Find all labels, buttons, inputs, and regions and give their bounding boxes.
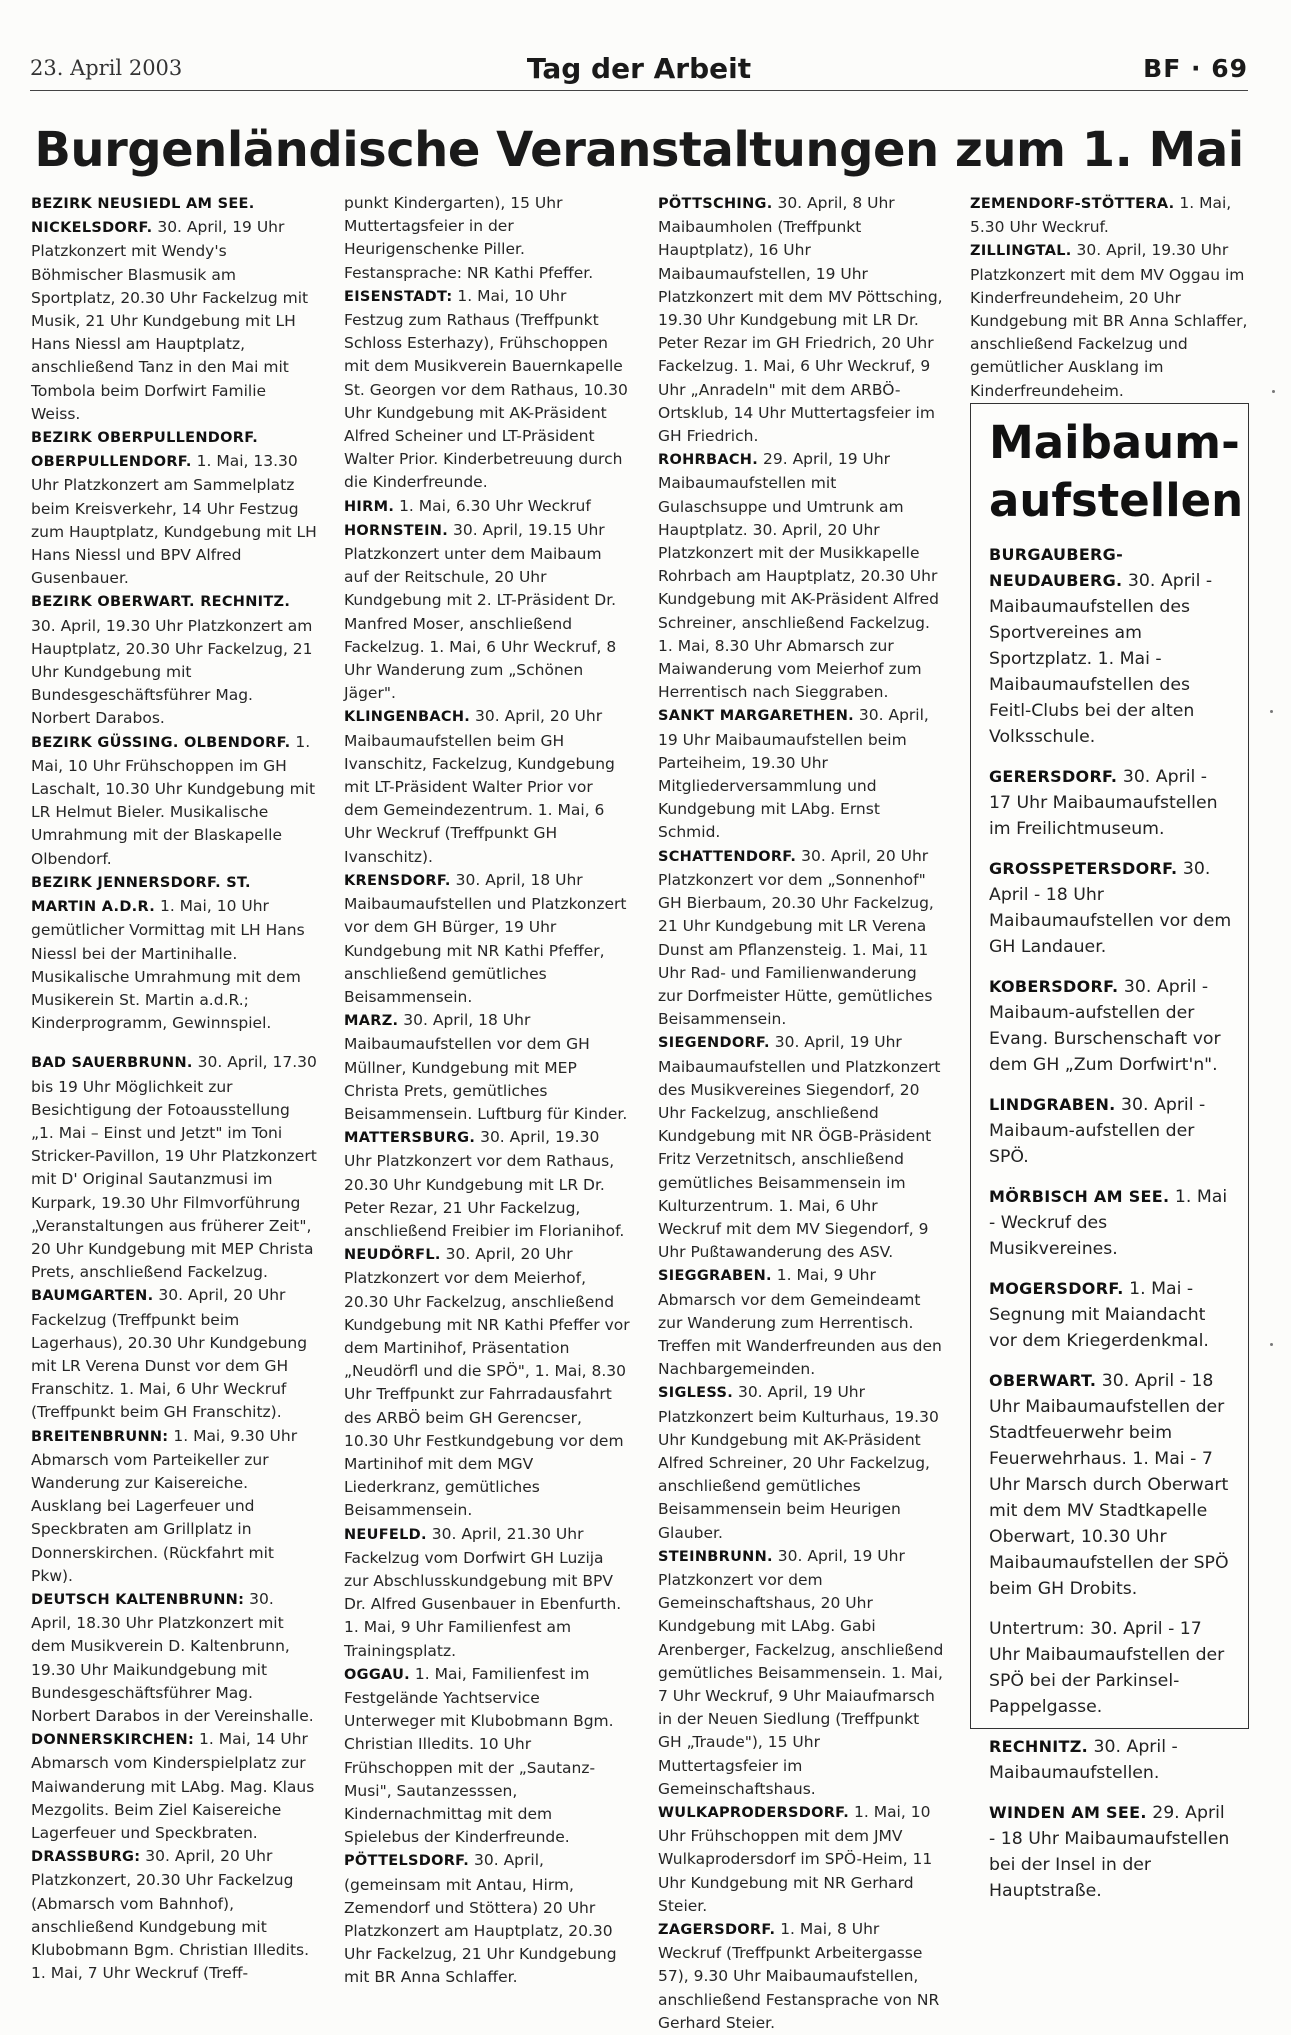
event-details: 1. Mai, 8 Uhr Weckruf (Treffpunkt Arbeitergasse 57), 9.30 Uhr Maibaumaufstellen, anschließend Festansprache von NR Gerhard Steier. [658, 1920, 940, 2032]
text-column-1 [31, 192, 317, 1985]
event-details: 30. April, 17.30 bis 19 Uhr Möglichkeit zur Besichtigung der Fotoausstellung „1. Mai – Einst und Jetzt" im Toni Stricker-Pavillon, 19 Uhr Platzkonzert mit D' Original Sautanzmusi im Kurpark, 19.30 Uhr Filmvorführung „Veranstaltungen aus früherer Zeit", 20 Uhr Kundgebung mit MEP Christa Prets, anschließend Fackelzug. [31, 1053, 317, 1282]
event-location: NEUDÖRFL. [344, 1247, 441, 1264]
event-details: 30. April, 8 Uhr Maibaumholen (Treffpunkt Hauptplatz), 16 Uhr Maibaumaufstellen, 19 Uhr Platzkonzert mit dem MV Pöttsching, 19.30 Uhr Kundgebung mit LR Dr. Peter Rezar im GH Friedrich, 20 Uhr Fackelzug. 1. Mai, 6 Uhr Weckruf, 9 Uhr „Anradeln" mit dem ARBÖ-Ortsklub, 14 Uhr Muttertagsfeier im GH Friedrich. [658, 194, 943, 446]
event-entry [31, 590, 317, 730]
event-details: 29. April - 18 Uhr Maibaumaufstellen bei der Insel in der Hauptstraße. [989, 1803, 1230, 1901]
event-location: MÖRBISCH AM SEE. [989, 1187, 1170, 1206]
event-details: 1. Mai, 5.30 Uhr Weckruf. [970, 194, 1232, 237]
event-entry [31, 1588, 317, 1728]
event-entry [989, 1800, 1234, 1904]
event-entry [989, 542, 1234, 750]
event-details: 30. April, 19.30 Uhr Platzkonzert vor dem Rathaus, 20.30 Uhr Kundgebung mit LR Dr. Peter Rezar, 21 Uhr Fackelzug, anschließend Freibier im Florianihof. [344, 1128, 625, 1240]
scan-speck [1272, 390, 1275, 393]
event-location: ZILLINGTAL. [970, 243, 1072, 260]
event-entry [658, 1381, 944, 1544]
event-details: 30. April, 20 Uhr Fackelzug (Treffpunkt beim Lagerhaus), 20.30 Uhr Kundgebung mit LR Verena Dunst vor dem GH Franschitz. 1. Mai, 6 Uhr Weckruf (Treffpunkt beim GH Franschitz). [31, 1286, 308, 1422]
event-location: PÖTTELSDORF. [344, 1853, 470, 1870]
event-entry [989, 1276, 1234, 1354]
event-entry [344, 519, 630, 706]
event-details: 1. Mai, 10 Uhr gemütlicher Vormittag mit LH Hans Niessl bei der Martinihalle. Musikalische Umrahmung mit dem Musikerein St. Martin a.d.R.; Kinderprogramm, Gewinnspiel. [31, 897, 305, 1033]
event-details: 30. April, 19 Uhr Platzkonzert mit Wendy's Böhmischer Blasmusik am Sportplatz, 20.30 Uhr Fackelzug mit Musik, 21 Uhr Kundgebung mit LH Hans Niessl am Hauptplatz, anschließend Tanz in den Mai mit Tombola beim Dorfwirt Familie Weiss. [31, 218, 309, 423]
event-details: 30. April, 20 Uhr Platzkonzert, 20.30 Uhr Fackelzug (Abmarsch vom Bahnhof), anschließend Kundgebung mit Klubobmann Bgm. Christian Illedits. 1. Mai, 7 Uhr Weckruf (Treff- [31, 1847, 310, 1983]
event-entry [31, 871, 317, 1035]
event-location: SIEGGRABEN. [658, 1268, 772, 1285]
event-entry [658, 192, 944, 448]
event-entry [989, 1184, 1234, 1262]
event-entry [658, 704, 944, 844]
event-details: 30. April, 19.15 Uhr Platzkonzert unter dem Maibaum auf der Reitschule, 20 Uhr Kundgebung mit 2. LT-Präsident Dr. Manfred Moser, anschließend Fackelzug. 1. Mai, 6 Uhr Weckruf, 8 Uhr Wanderung zum „Schönen Jäger". [344, 520, 617, 703]
event-entry [31, 192, 317, 426]
event-entry [970, 239, 1252, 402]
issue-date: 23. April 2003 [30, 56, 183, 80]
event-details: 30. April - Maibaumaufstellen. [989, 1737, 1178, 1783]
event-entry [31, 1051, 317, 1284]
event-details: Untertrum: 30. April - 17 Uhr Maibaumaufstellen der SPÖ bei der Parkinsel-Pappelgasse. [989, 1619, 1225, 1717]
event-entry [658, 1801, 944, 1918]
event-details: 29. April, 19 Uhr Maibaumaufstellen mit Gulaschsuppe und Umtrunk am Hauptplatz. 30. April, 20 Uhr Platzkonzert mit der Musikkapelle Rohrbach am Hauptplatz, 20.30 Uhr Kundgebung mit AK-Präsident Alfred Schreiner, anschließend Fackelzug. 1. Mai, 8.30 Uhr Abmarsch zur Maiwanderung vom Meierhof zum Herrentisch nach Sieggraben. [658, 450, 939, 702]
event-entry [344, 705, 630, 868]
event-entry [344, 192, 630, 285]
event-location: PÖTTSCHING. [658, 196, 773, 212]
event-location: HORNSTEIN. [344, 522, 449, 539]
page-header [30, 50, 1248, 91]
event-details: 30. April, 20 Uhr Maibaumaufstellen beim GH Ivanschitz, Fackelzug, Kundgebung mit LT-Präsident Walter Prior vor dem Gemeindezentrum. 1. Mai, 6 Uhr Weckruf (Treffpunkt GH Ivanschitz). [344, 707, 615, 866]
event-details: 30. April, 18.30 Uhr Platzkonzert mit dem Musikverein D. Kaltenbrunn, 19.30 Uhr Maikundgebung mit Bundesgeschäftsführer Mag. Norbert Darabos in der Vereinshalle. [31, 1589, 314, 1725]
event-location: OBERWART. [989, 1371, 1097, 1390]
event-details: 1. Mai, 10 Uhr Frühschoppen im GH Laschalt, 10.30 Uhr Kundgebung mit LR Helmut Bieler. Musikalische Umrahmung mit der Blaskapelle Olbendorf. [31, 732, 316, 868]
event-location: BEZIRK JENNERSDORF. ST. MARTIN A.D.R. [31, 874, 251, 916]
event-entry [989, 764, 1234, 842]
event-location: BURGAUBERG-NEUDAUBERG. [989, 545, 1124, 590]
event-details: 30. April - 18 Uhr Maibaumaufstellen der Stadtfeuerwehr beim Feuerwehrhaus. 1. Mai - 7 Uhr Marsch durch Oberwart mit dem MV Stadtkapelle Oberwart, 10.30 Uhr Maibaumaufstellen der SPÖ beim GH Drobits. [989, 1371, 1229, 1599]
event-details: 30. April - Maibaum-aufstellen der Evang. Burschenschaft vor dem GH „Zum Dorfwirt'n". [989, 977, 1221, 1075]
event-entry [344, 1849, 630, 1989]
event-location: BAUMGARTEN. [31, 1288, 154, 1305]
section-title: Tag der Arbeit [526, 52, 752, 85]
event-entry [989, 974, 1234, 1078]
info-box-title: Maibaum-aufstellen [989, 416, 1244, 527]
event-entry [31, 1845, 317, 1985]
event-entry [989, 1616, 1234, 1720]
event-location: BEZIRK NEUSIEDL AM SEE. NICKELSDORF. [31, 196, 255, 237]
event-details: 1. Mai, 14 Uhr Abmarsch vom Kinderspielplatz zur Maiwanderung mit LAbg. Mag. Klaus Mezgolits. Beim Ziel Kaisereiche Lagerfeuer und Speckbraten. [31, 1730, 315, 1843]
event-details: 30. April, 20 Uhr Platzkonzert vor dem Meierhof, 20.30 Uhr Fackelzug, anschließend Kundgebung mit NR Kathi Pfeffer vor dem Martinihof, Präsentation „Neudörfl und die SPÖ", 1. Mai, 8.30 Uhr Treffpunkt zur Fahrradausfahrt des ARBÖ beim GH Gerencser, 10.30 Uhr Festkundgebung vor dem Martinihof mit dem MGV Liederkranz, gemütliches Beisammensein. [344, 1245, 630, 1520]
event-details: 30. April, 19.30 Uhr Platzkonzert am Hauptplatz, 20.30 Uhr Fackelzug, 21 Uhr Kundgebung mit Bundesgeschäftsführer Mag. Norbert Darabos. [31, 616, 313, 728]
event-location: MOGERSDORF. [989, 1279, 1124, 1298]
event-location: SANKT MARGARETHEN. [658, 708, 854, 725]
event-location: NEUFELD. [344, 1526, 427, 1543]
event-details: 30. April, 20 Uhr Platzkonzert vor dem „Sonnenhof" GH Bierbaum, 20.30 Uhr Fackelzug, 21 Uhr Kundgebung mit LR Verena Dunst am Pflanzensteig. 1. Mai, 11 Uhr Rad- und Familienwanderung zur Dorfmeister Hütte, gemütliches Beisammensein. [658, 846, 934, 1029]
event-location: MATTERSBURG. [344, 1130, 476, 1147]
event-location: GERERSDORF. [989, 767, 1118, 786]
event-entry [344, 1243, 630, 1522]
event-details: 1. Mai, Familienfest im Festgelände Yachtservice Unterweger mit Klubobmann Bgm. Christian Illedits. 10 Uhr Frühschoppen mit der „Sautanz-Musi", Sautanzesssen, Kindernachmittag mit dem Spielebus der Kinderfreunde. [344, 1664, 614, 1847]
event-entry [31, 426, 317, 590]
event-entry [344, 1523, 630, 1663]
event-details: 1. Mai, 10 Uhr Festzug zum Rathaus (Treffpunkt Schloss Esterhazy), Frühschoppen mit dem Musikverein Bauernkapelle St. Georgen vor dem Rathaus, 10.30 Uhr Kundgebung mit AK-Präsident Alfred Scheiner und LT-Präsident Walter Prior. Kinderbetreuung durch die Kinderfreunde. [344, 286, 628, 492]
event-details: 30. April, 21.30 Uhr Fackelzug vom Dorfwirt GH Luzija zur Abschlusskundgebung mit BPV Dr. Alfred Gusenbauer in Ebenfurth. 1. Mai, 9 Uhr Familienfest am Trainingsplatz. [344, 1524, 622, 1660]
event-location: KLINGENBACH. [344, 709, 471, 726]
event-location: LINDGRABEN. [989, 1095, 1116, 1114]
maibaum-info-box [970, 403, 1249, 1901]
event-entry [970, 192, 1252, 239]
event-entry [31, 731, 317, 871]
event-location: ZEMENDORF-STÖTTERA. [970, 196, 1175, 212]
event-location: KOBERSDORF. [989, 977, 1119, 996]
event-details: 30. April, (gemeinsam mit Antau, Hirm, Zemendorf und Stöttera) 20 Uhr Platzkonzert am Hauptplatz, 20.30 Uhr Fackelzug, 21 Uhr Kundgebung mit BR Anna Schlaffer. [344, 1851, 617, 1987]
event-details: 30. April, 19 Uhr Maibaumaufstellen beim Parteiheim, 19.30 Uhr Mitgliederversammlung und Kundgebung mit LAbg. Ernst Schmid. [658, 706, 929, 842]
event-details: 30. April - Maibaum-aufstellen der SPÖ. [989, 1095, 1206, 1167]
event-entry [344, 285, 630, 495]
event-location: MARZ. [344, 1013, 399, 1030]
event-entry [31, 1425, 317, 1588]
event-entry [658, 1264, 944, 1381]
event-details: 30. April, 19 Uhr Maibaumaufstellen und Platzkonzert des Musikvereines Siegendorf, 20 Uhr Fackelzug, anschließend Kundgebung mit NR ÖGB-Präsident Fritz Verzetnitsch, anschließend gemütliches Beisammensein im Kulturzentrum. 1. Mai, 6 Uhr Weckruf mit dem MV Siegendorf, 9 Uhr Pußtawanderung des ASV. [658, 1033, 941, 1262]
event-entry [658, 1918, 944, 2035]
event-entry [658, 1031, 944, 1264]
event-entry [989, 1092, 1234, 1170]
event-entry [344, 1126, 630, 1243]
event-location: BREITENBRUNN: [31, 1428, 169, 1445]
event-location: ZAGERSDORF. [658, 1922, 776, 1939]
event-location: OGGAU. [344, 1666, 410, 1683]
event-entry [989, 1368, 1234, 1602]
event-entry [658, 1545, 944, 1801]
event-details: 30. April - Maibaumaufstellen des Sportvereines am Sportzplatz. 1. Mai - Maibaumaufstellen des Feitl-Clubs bei der alten Volksschule. [989, 571, 1213, 747]
event-entry [989, 856, 1234, 960]
event-details: 30. April, 18 Uhr Maibaumaufstellen und Platzkonzert vor dem GH Bürger, 19 Uhr Kundgebung mit NR Kathi Pfeffer, anschließend gemütliches Beisammensein. [344, 870, 627, 1006]
event-location: BEZIRK GÜSSING. OLBENDORF. [31, 734, 291, 751]
article-headline: Burgenländische Veranstaltungen zum 1. Mai [34, 122, 1244, 178]
event-details: 1. Mai - Weckruf des Musikvereines. [989, 1187, 1228, 1259]
event-details: 30. April, 19 Uhr Platzkonzert beim Kulturhaus, 19.30 Uhr Kundgebung mit AK-Präsident Alfred Schreiner, 20 Uhr Fackelzug, anschließend gemütliches Beisammensein beim Heurigen Glauber. [658, 1383, 939, 1542]
event-location: SIGLESS. [658, 1385, 734, 1402]
event-location: RECHNITZ. [989, 1737, 1089, 1756]
event-location: DONNERSKIRCHEN: [31, 1732, 195, 1749]
event-location: SCHATTENDORF. [658, 848, 797, 865]
event-entry [989, 1734, 1234, 1786]
text-column-3 [658, 192, 944, 2035]
event-details: 30. April, 19.30 Uhr Platzkonzert mit dem MV Oggau im Kinderfreundeheim, 20 Uhr Kundgebung mit BR Anna Schlaffer, anschließend Fackelzug und gemütlicher Ausklang im Kinderfreundeheim. [970, 241, 1248, 400]
event-details: 1. Mai, 6.30 Uhr Weckruf [394, 496, 591, 515]
event-location: BEZIRK OBERWART. RECHNITZ. [31, 594, 291, 611]
event-entry [344, 1663, 630, 1850]
event-entry [344, 869, 630, 1009]
event-entry [658, 845, 944, 1032]
event-entry [344, 495, 630, 519]
scan-speck [1270, 1343, 1273, 1346]
event-details: 30. April, 18 Uhr Maibaumaufstellen vor dem GH Müllner, Kundgebung mit MEP Christa Prets, gemütliches Beisammensein. Luftburg für Kinder. [344, 1011, 628, 1123]
event-location: HIRM. [344, 498, 395, 515]
page-number: BF · 69 [1143, 54, 1248, 83]
info-box-entries [989, 542, 1234, 1904]
event-details: 1. Mai, 13.30 Uhr Platzkonzert am Sammelplatz beim Kreisverkehr, 14 Uhr Festzug zum Hauptplatz, Kundgebung mit LH Hans Niessl und BPV Alfred Gusenbauer. [31, 452, 317, 588]
event-details: 1. Mai, 10 Uhr Frühschoppen mit dem JMV Wulkaprodersdorf im SPÖ-Heim, 11 Uhr Kundgebung mit NR Gerhard Steier. [658, 1803, 933, 1915]
event-location: SIEGENDORF. [658, 1035, 770, 1052]
event-location: WULKAPRODERSDORF. [658, 1805, 850, 1822]
text-column-2 [344, 192, 630, 1990]
event-location: EISENSTADT: [344, 288, 453, 305]
text-column-4 [970, 192, 1252, 403]
event-entry [344, 1009, 630, 1126]
event-location: KRENSDORF. [344, 872, 451, 889]
event-entry [31, 1284, 317, 1424]
event-location: DEUTSCH KALTENBRUNN: [31, 1591, 245, 1608]
event-location: BAD SAUERBRUNN. [31, 1055, 193, 1072]
event-details: 30. April - 17 Uhr Maibaumaufstellen im Freilichtmuseum. [989, 767, 1218, 839]
event-location: ROHRBACH. [658, 452, 759, 469]
event-entry [31, 1728, 317, 1845]
event-location: BEZIRK OBERPULLENDORF. OBERPULLENDORF. [31, 430, 259, 471]
event-location: GROSSPETERSDORF. [989, 859, 1178, 878]
event-location: WINDEN AM SEE. [989, 1803, 1147, 1822]
event-details: punkt Kindergarten), 15 Uhr Muttertagsfeier in der Heurigenschenke Piller. Festansprache: NR Kathi Pfeffer. [344, 194, 594, 282]
event-details: 30. April, 19 Uhr Platzkonzert vor dem Gemeinschaftshaus, 20 Uhr Kundgebung mit LAbg. Gabi Arenberger, Fackelzug, anschließend gemütliches Beisammensein. 1. Mai, 7 Uhr Weckruf, 9 Uhr Maiaufmarsch in der Neuen Siedlung (Treffpunkt GH „Traude"), 15 Uhr Muttertagsfeier im Gemeinschaftshaus. [658, 1546, 944, 1798]
event-details: 1. Mai, 9 Uhr Abmarsch vor dem Gemeindeamt zur Wanderung zum Herrentisch. Treffen mit Wanderfreunden aus den Nachbargemeinden. [658, 1266, 942, 1379]
event-location: STEINBRUNN. [658, 1548, 773, 1565]
event-details: 30. April - 18 Uhr Maibaumaufstellen vor dem GH Landauer. [989, 859, 1232, 957]
event-location: DRASSBURG: [31, 1849, 141, 1866]
event-details: 1. Mai - Segnung mit Maiandacht vor dem Kriegerdenkmal. [989, 1279, 1209, 1351]
event-details: 1. Mai, 9.30 Uhr Abmarsch vom Parteikeller zur Wanderung zur Kaisereiche. Ausklang bei Lagerfeuer und Speckbraten am Grillplatz in Donnerskirchen. (Rückfahrt mit Pkw). [31, 1426, 298, 1585]
event-entry [658, 448, 944, 704]
scan-speck [1270, 710, 1273, 713]
